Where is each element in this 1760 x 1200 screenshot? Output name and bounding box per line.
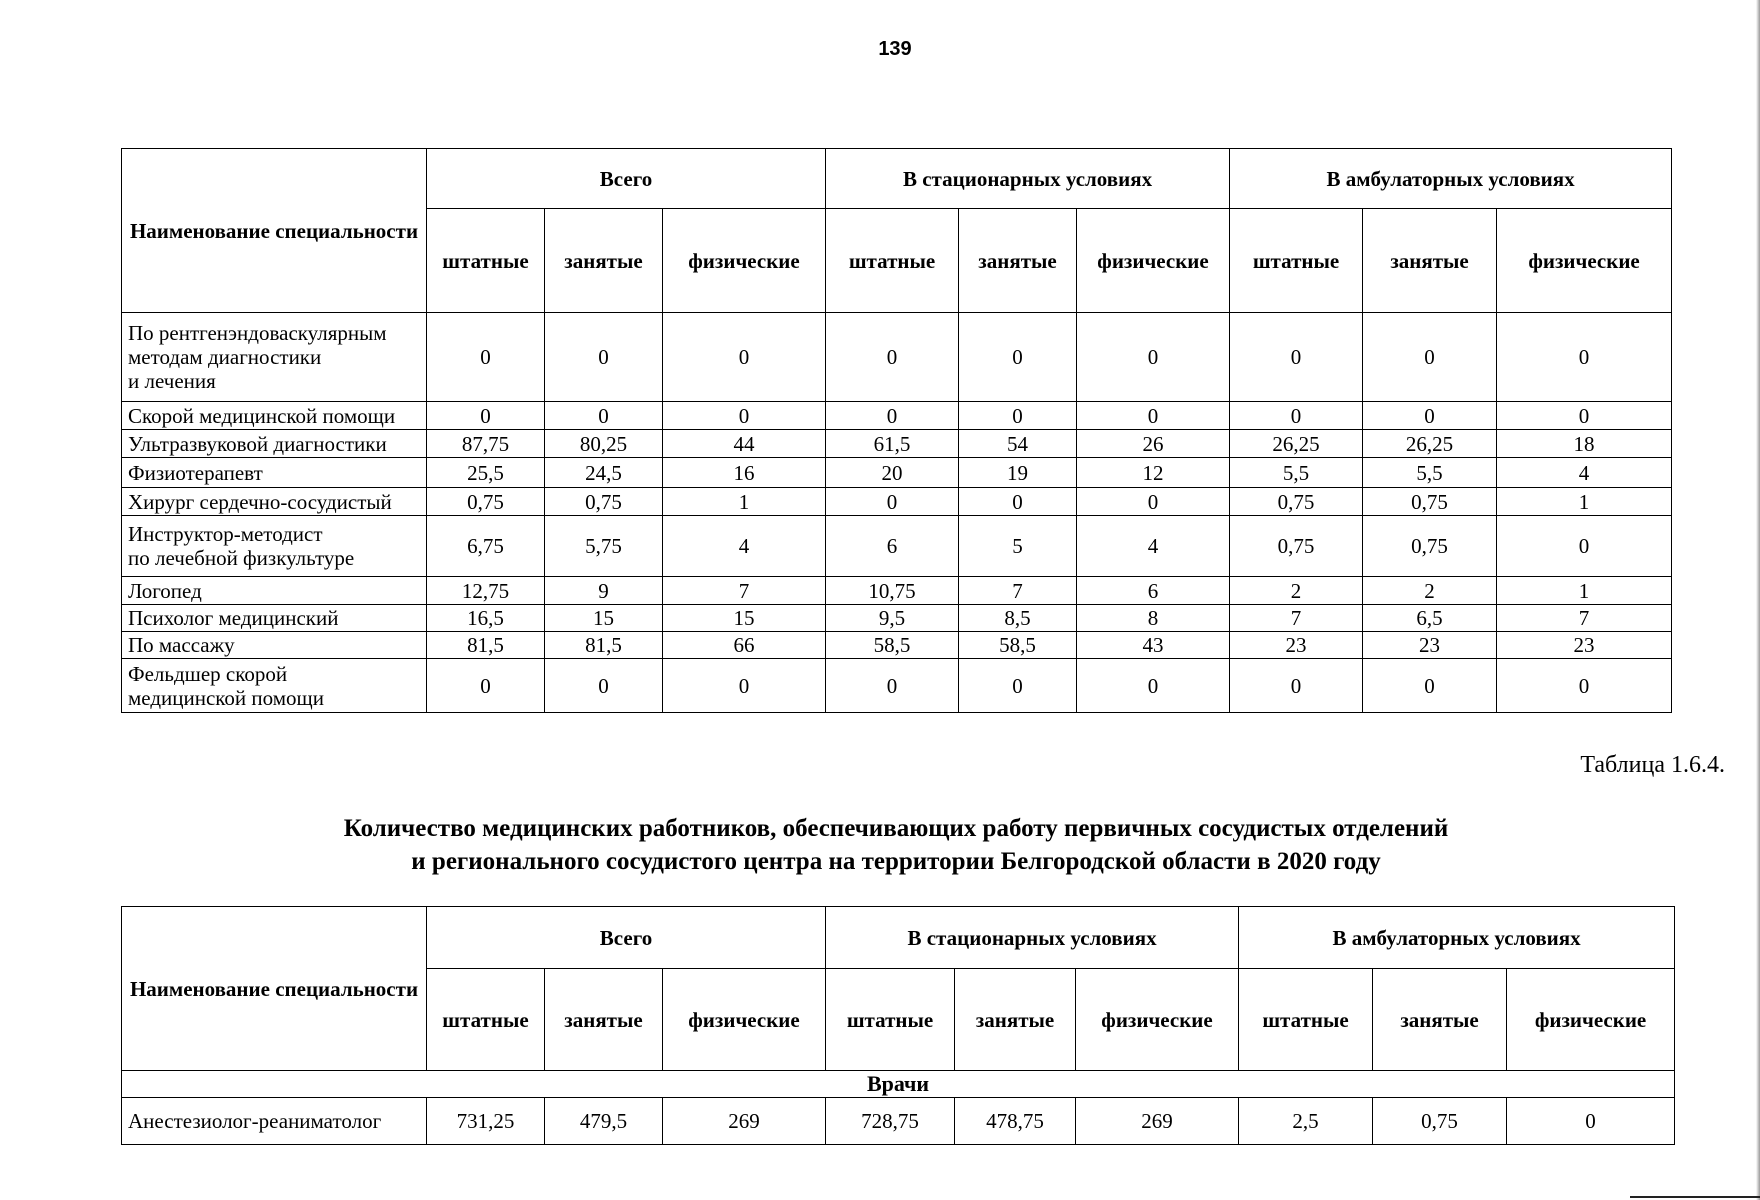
- table-cell: 18: [1497, 430, 1672, 458]
- table-row: [122, 577, 1672, 605]
- table-cell: 0: [1507, 1098, 1675, 1145]
- table-row: [122, 488, 1672, 516]
- row-specialty-name: Ультразвуковой диагностики: [122, 430, 427, 458]
- table-cell: 2,5: [1239, 1098, 1373, 1145]
- subcolumn-staff: штатные: [826, 209, 959, 313]
- table-cell: 0: [1363, 402, 1497, 430]
- table-cell: 479,5: [545, 1098, 663, 1145]
- table-cell: 2: [1363, 577, 1497, 605]
- table-cell: 5,5: [1363, 458, 1497, 488]
- table-cell: 7: [959, 577, 1077, 605]
- subcolumn-staff: штатные: [1239, 969, 1373, 1071]
- table-cell: 7: [1497, 605, 1672, 632]
- table-cell: 9: [545, 577, 663, 605]
- table-cell: 66: [663, 632, 826, 659]
- specialists-table-continued: [121, 148, 1672, 713]
- table-row: [122, 659, 1672, 713]
- table-cell: 5: [959, 516, 1077, 577]
- table-cell: 8,5: [959, 605, 1077, 632]
- table-cell: 15: [663, 605, 826, 632]
- section-header-doctors: Врачи: [122, 1071, 1675, 1098]
- row-specialty-name: По массажу: [122, 632, 427, 659]
- table-cell: 44: [663, 430, 826, 458]
- page-number: 139: [878, 38, 912, 60]
- table-cell: 0,75: [1230, 488, 1363, 516]
- table-cell: 1: [663, 488, 826, 516]
- subcolumn-occupied: занятые: [1363, 209, 1497, 313]
- table-row: [122, 402, 1672, 430]
- table-cell: 1: [1497, 577, 1672, 605]
- table-cell: 58,5: [959, 632, 1077, 659]
- table-cell: 15: [545, 605, 663, 632]
- subcolumn-occupied: занятые: [959, 209, 1077, 313]
- table-cell: 478,75: [955, 1098, 1076, 1145]
- table-cell: 19: [959, 458, 1077, 488]
- table-row: [122, 632, 1672, 659]
- column-group-inpatient: В стационарных условиях: [826, 907, 1239, 969]
- table-cell: 0: [545, 402, 663, 430]
- table-cell: 0: [1363, 659, 1497, 713]
- row-specialty-name: Психолог медицинский: [122, 605, 427, 632]
- table-cell: 5,75: [545, 516, 663, 577]
- row-specialty-name: Анестезиолог-реаниматолог: [122, 1098, 427, 1145]
- subcolumn-physical: физические: [663, 969, 826, 1071]
- table-cell: 0: [1497, 516, 1672, 577]
- column-group-outpatient: В амбулаторных условиях: [1230, 149, 1672, 209]
- table-cell: 16,5: [427, 605, 545, 632]
- table-cell: 2: [1230, 577, 1363, 605]
- table-cell: 0: [1497, 313, 1672, 402]
- table-cell: 0,75: [545, 488, 663, 516]
- table-cell: 23: [1363, 632, 1497, 659]
- table-cell: 0: [1497, 402, 1672, 430]
- subcolumn-staff: штатные: [427, 209, 545, 313]
- table-cell: 0: [826, 402, 959, 430]
- table-cell: 0: [1230, 313, 1363, 402]
- column-header-specialty: Наименование специальности: [122, 149, 427, 313]
- table-row: [122, 458, 1672, 488]
- table-cell: 81,5: [427, 632, 545, 659]
- table-cell: 26,25: [1363, 430, 1497, 458]
- subcolumn-physical: физические: [1076, 969, 1239, 1071]
- table-row: [122, 516, 1672, 577]
- subcolumn-staff: штатные: [427, 969, 545, 1071]
- table-cell: 43: [1077, 632, 1230, 659]
- row-specialty-name: По рентгенэндоваскулярным методам диагностики и лечения: [122, 313, 427, 402]
- table-cell: 23: [1230, 632, 1363, 659]
- subcolumn-staff: штатные: [1230, 209, 1363, 313]
- column-group-total: Всего: [427, 149, 826, 209]
- table-cell: 58,5: [826, 632, 959, 659]
- table-cell: 0: [545, 659, 663, 713]
- row-specialty-name: Фельдшер скорой медицинской помощи: [122, 659, 427, 713]
- table-cell: 0,75: [1363, 488, 1497, 516]
- column-header-specialty: Наименование специальности: [122, 907, 427, 1071]
- table-cell: 0: [663, 313, 826, 402]
- table-cell: 0: [826, 313, 959, 402]
- table-cell: 0: [1230, 659, 1363, 713]
- table-cell: 80,25: [545, 430, 663, 458]
- table-cell: 728,75: [826, 1098, 955, 1145]
- table-cell: 12,75: [427, 577, 545, 605]
- table-cell: 6,75: [427, 516, 545, 577]
- table-cell: 0,75: [1373, 1098, 1507, 1145]
- table-cell: 0: [959, 659, 1077, 713]
- table-cell: 4: [663, 516, 826, 577]
- table-number: Таблица 1.6.4.: [1580, 752, 1725, 778]
- table-cell: 0: [959, 313, 1077, 402]
- table-cell: 0: [1497, 659, 1672, 713]
- table-row: [122, 605, 1672, 632]
- table-cell: 6: [826, 516, 959, 577]
- table-cell: 0: [826, 488, 959, 516]
- column-group-total: Всего: [427, 907, 826, 969]
- table-cell: 54: [959, 430, 1077, 458]
- table-cell: 4: [1497, 458, 1672, 488]
- table-cell: 0: [1077, 659, 1230, 713]
- table-cell: 0: [1363, 313, 1497, 402]
- table-row: [122, 1098, 1675, 1145]
- subcolumn-physical: физические: [1497, 209, 1672, 313]
- table-cell: 0: [663, 402, 826, 430]
- table-cell: 0: [1230, 402, 1363, 430]
- table-cell: 87,75: [427, 430, 545, 458]
- row-specialty-name: Инструктор-методист по лечебной физкультуре: [122, 516, 427, 577]
- vascular-centers-staff-table: [121, 906, 1675, 1145]
- column-group-inpatient: В стационарных условиях: [826, 149, 1230, 209]
- scan-line: [1630, 1196, 1760, 1198]
- table-cell: 26,25: [1230, 430, 1363, 458]
- subcolumn-physical: физические: [1507, 969, 1675, 1071]
- table-cell: 0: [1077, 488, 1230, 516]
- subcolumn-physical: физические: [1077, 209, 1230, 313]
- row-specialty-name: Логопед: [122, 577, 427, 605]
- subcolumn-occupied: занятые: [545, 209, 663, 313]
- table-cell: 12: [1077, 458, 1230, 488]
- table-cell: 61,5: [826, 430, 959, 458]
- table-row: [122, 430, 1672, 458]
- table-cell: 0: [1077, 313, 1230, 402]
- table-cell: 20: [826, 458, 959, 488]
- table-title: Количество медицинских работников, обеспечивающих работу первичных сосудистых отделений и регионального сосудистого центра на территории Белгородской области в 2020 году: [343, 815, 1449, 875]
- table-cell: 0,75: [1363, 516, 1497, 577]
- table-cell: 0: [427, 659, 545, 713]
- scan-edge: [1756, 0, 1760, 1200]
- table-cell: 0: [826, 659, 959, 713]
- table-cell: 0: [1077, 402, 1230, 430]
- table-cell: 0: [959, 402, 1077, 430]
- table-cell: 6: [1077, 577, 1230, 605]
- table-cell: 81,5: [545, 632, 663, 659]
- subcolumn-occupied: занятые: [955, 969, 1076, 1071]
- table-cell: 1: [1497, 488, 1672, 516]
- row-specialty-name: Хирург сердечно-сосудистый: [122, 488, 427, 516]
- column-group-outpatient: В амбулаторных условиях: [1239, 907, 1675, 969]
- subcolumn-physical: физические: [663, 209, 826, 313]
- table-cell: 0: [545, 313, 663, 402]
- table-cell: 16: [663, 458, 826, 488]
- table-cell: 5,5: [1230, 458, 1363, 488]
- table-cell: 6,5: [1363, 605, 1497, 632]
- table-cell: 0: [959, 488, 1077, 516]
- table-cell: 7: [1230, 605, 1363, 632]
- table-cell: 0: [427, 402, 545, 430]
- table-cell: 0,75: [1230, 516, 1363, 577]
- table-cell: 25,5: [427, 458, 545, 488]
- subcolumn-occupied: занятые: [545, 969, 663, 1071]
- row-specialty-name: Физиотерапевт: [122, 458, 427, 488]
- subcolumn-occupied: занятые: [1373, 969, 1507, 1071]
- table-cell: 0,75: [427, 488, 545, 516]
- row-specialty-name: Скорой медицинской помощи: [122, 402, 427, 430]
- table-cell: 0: [663, 659, 826, 713]
- table-cell: 9,5: [826, 605, 959, 632]
- table-cell: 0: [427, 313, 545, 402]
- table-cell: 731,25: [427, 1098, 545, 1145]
- table-cell: 269: [1076, 1098, 1239, 1145]
- table-cell: 10,75: [826, 577, 959, 605]
- table-cell: 4: [1077, 516, 1230, 577]
- table-cell: 7: [663, 577, 826, 605]
- table-row: [122, 313, 1672, 402]
- table-cell: 24,5: [545, 458, 663, 488]
- table-cell: 269: [663, 1098, 826, 1145]
- table-cell: 8: [1077, 605, 1230, 632]
- table-cell: 23: [1497, 632, 1672, 659]
- subcolumn-staff: штатные: [826, 969, 955, 1071]
- table-cell: 26: [1077, 430, 1230, 458]
